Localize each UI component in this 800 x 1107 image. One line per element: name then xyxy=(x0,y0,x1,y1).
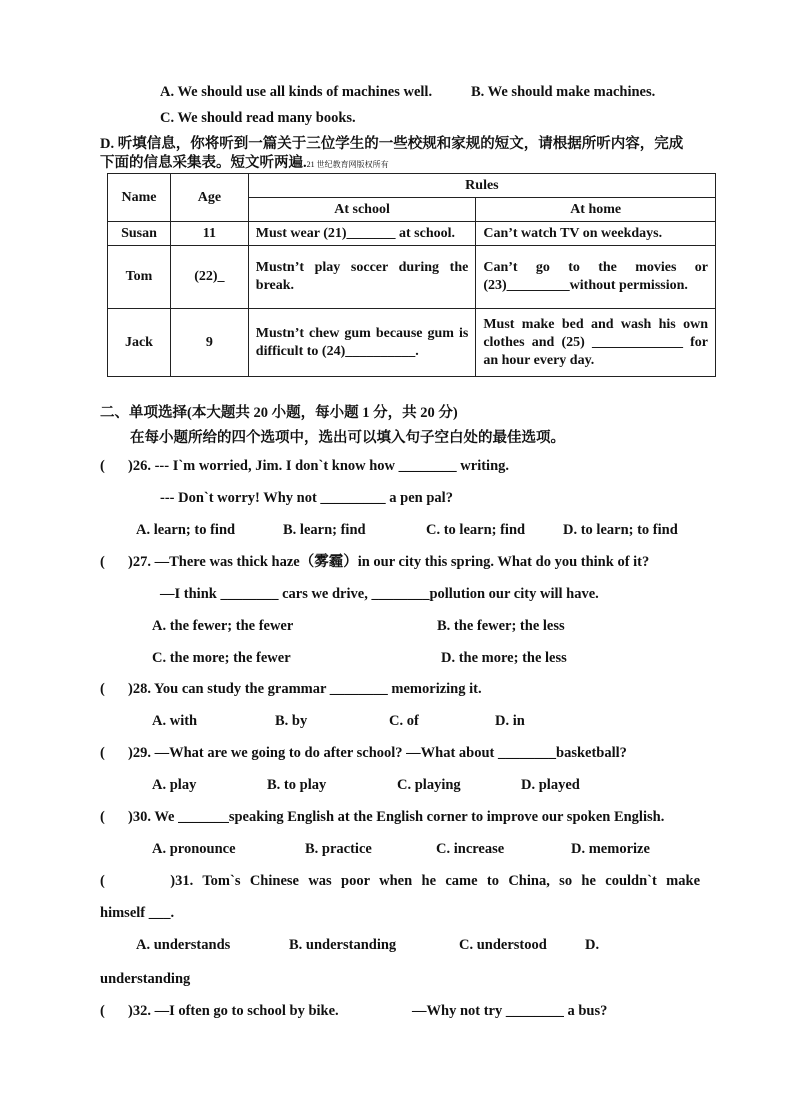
cell-name: Susan xyxy=(108,222,171,246)
q31-option-c: C. understood xyxy=(459,937,547,953)
section-d-instruction: D. 听填信息，你将听到一篇关于三位学生的一些校规和家规的短文，请根据所听内容，完成 xyxy=(100,136,684,152)
q29-option-b: B. to play xyxy=(267,777,327,793)
q27-stem-text: )27. —There was thick haze（雾霾）in our city this spring. What do you think of it? xyxy=(128,554,650,570)
cell-home-rule: Can’t watch TV on weekdays. xyxy=(476,222,716,246)
rules-table xyxy=(107,173,716,377)
q27-option-b: B. the fewer; the less xyxy=(437,618,565,634)
q31-option-a: A. understands xyxy=(136,937,231,953)
q32-stem xyxy=(100,1002,339,1020)
q30-option-b: B. practice xyxy=(305,841,372,857)
q28-stem xyxy=(100,680,482,698)
answer-paren: ( xyxy=(100,1003,105,1019)
cell-school-rule: Mustn’t chew gum because gum is difficult to (24)__________. xyxy=(248,309,476,377)
q26-option-c: C. to learn; find xyxy=(426,522,526,538)
q28-option-b: B. by xyxy=(275,713,308,729)
cell-home-rule: Must make bed and wash his own clothes and (25) _____________ for an hour every day. xyxy=(476,309,716,377)
q28-option-d: D. in xyxy=(495,713,525,729)
q25-option-c: C. We should read many books. xyxy=(160,110,356,126)
watermark-text: 21 世纪教育网版权所有 xyxy=(306,160,389,169)
q31-option-b: B. understanding xyxy=(289,937,397,953)
answer-paren: ( xyxy=(100,809,105,825)
q30-option-a: A. pronounce xyxy=(152,841,236,857)
q29-option-c: C. playing xyxy=(397,777,461,793)
q31-option-d: D. xyxy=(585,937,600,953)
q30-option-c: C. increase xyxy=(436,841,505,857)
answer-paren: ( xyxy=(100,554,105,570)
q27-option-a: A. the fewer; the fewer xyxy=(152,618,294,634)
cell-school-rule: Must wear (21)_______ at school. xyxy=(248,222,476,246)
cell-name: Jack xyxy=(108,309,171,377)
header-age: Age xyxy=(170,174,248,222)
part2-title: 二、单项选择(本大题共 20 小题，每小题 1 分，共 20 分) xyxy=(100,405,458,421)
table-row xyxy=(108,222,716,246)
answer-paren: ( xyxy=(100,873,105,889)
table-row xyxy=(108,309,716,377)
section-d-instruction-line2 xyxy=(100,154,389,174)
q32-stem-response: —Why not try ________ a bus? xyxy=(412,1003,608,1019)
table-row xyxy=(108,246,716,309)
q26-option-a: A. learn; to find xyxy=(136,522,236,538)
q27-option-d: D. the more; the less xyxy=(441,650,567,666)
q26-option-d: D. to learn; to find xyxy=(563,522,678,538)
cell-age: 11 xyxy=(170,222,248,246)
answer-paren: ( xyxy=(100,458,105,474)
q28-option-c: C. of xyxy=(389,713,419,729)
header-rules: Rules xyxy=(248,174,715,198)
cell-age: (22)_ xyxy=(170,246,248,309)
q25-option-a: A. We should use all kinds of machines well. xyxy=(160,84,433,100)
answer-paren: ( xyxy=(100,681,105,697)
cell-name: Tom xyxy=(108,246,171,309)
q29-stem xyxy=(100,744,627,762)
q31-stem xyxy=(100,872,700,890)
q31-option-d-text: understanding xyxy=(100,971,191,987)
answer-paren: ( xyxy=(100,745,105,761)
part2-instruction: 在每小题所给的四个选项中，选出可以填入句子空白处的最佳选项。 xyxy=(130,430,565,446)
cell-age: 9 xyxy=(170,309,248,377)
q27-stem xyxy=(100,553,649,571)
q26-stem xyxy=(100,457,509,475)
q26-stem-2: --- Don`t worry! Why not _________ a pen pal? xyxy=(160,490,453,506)
q29-stem-text: )29. —What are we going to do after school? —What about ________basketball? xyxy=(128,745,627,761)
section-d-instruction-text: 下面的信息采集表。短文听两遍. xyxy=(100,155,307,171)
q26-stem-text: )26. --- I`m worried, Jim. I don`t know how ________ writing. xyxy=(128,458,510,474)
header-name: Name xyxy=(108,174,171,222)
header-at-home: At home xyxy=(476,198,716,222)
q26-option-b: B. learn; find xyxy=(283,522,366,538)
cell-home-rule: Can’t go to the movies or (23)_________without permission. xyxy=(476,246,716,309)
q28-stem-text: )28. You can study the grammar ________ memorizing it. xyxy=(128,681,482,697)
header-at-school: At school xyxy=(248,198,476,222)
q30-stem xyxy=(100,808,664,826)
cell-school-rule: Mustn’t play soccer during the break. xyxy=(248,246,476,309)
q31-stem-2: himself ___. xyxy=(100,905,175,921)
q27-stem-2: —I think ________ cars we drive, ________pollution our city will have. xyxy=(160,586,599,602)
q28-option-a: A. with xyxy=(152,713,198,729)
q31-stem-text: )31. Tom`s Chinese was poor when he came to China, so he couldn`t make xyxy=(170,873,701,889)
q30-option-d: D. memorize xyxy=(571,841,650,857)
q32-stem-text: )32. —I often go to school by bike. xyxy=(128,1003,339,1019)
q25-option-b: B. We should make machines. xyxy=(471,84,656,100)
q27-option-c: C. the more; the fewer xyxy=(152,650,291,666)
q29-option-a: A. play xyxy=(152,777,197,793)
q29-option-d: D. played xyxy=(521,777,580,793)
q30-stem-text: )30. We _______speaking English at the English corner to improve our spoken English. xyxy=(128,809,665,825)
